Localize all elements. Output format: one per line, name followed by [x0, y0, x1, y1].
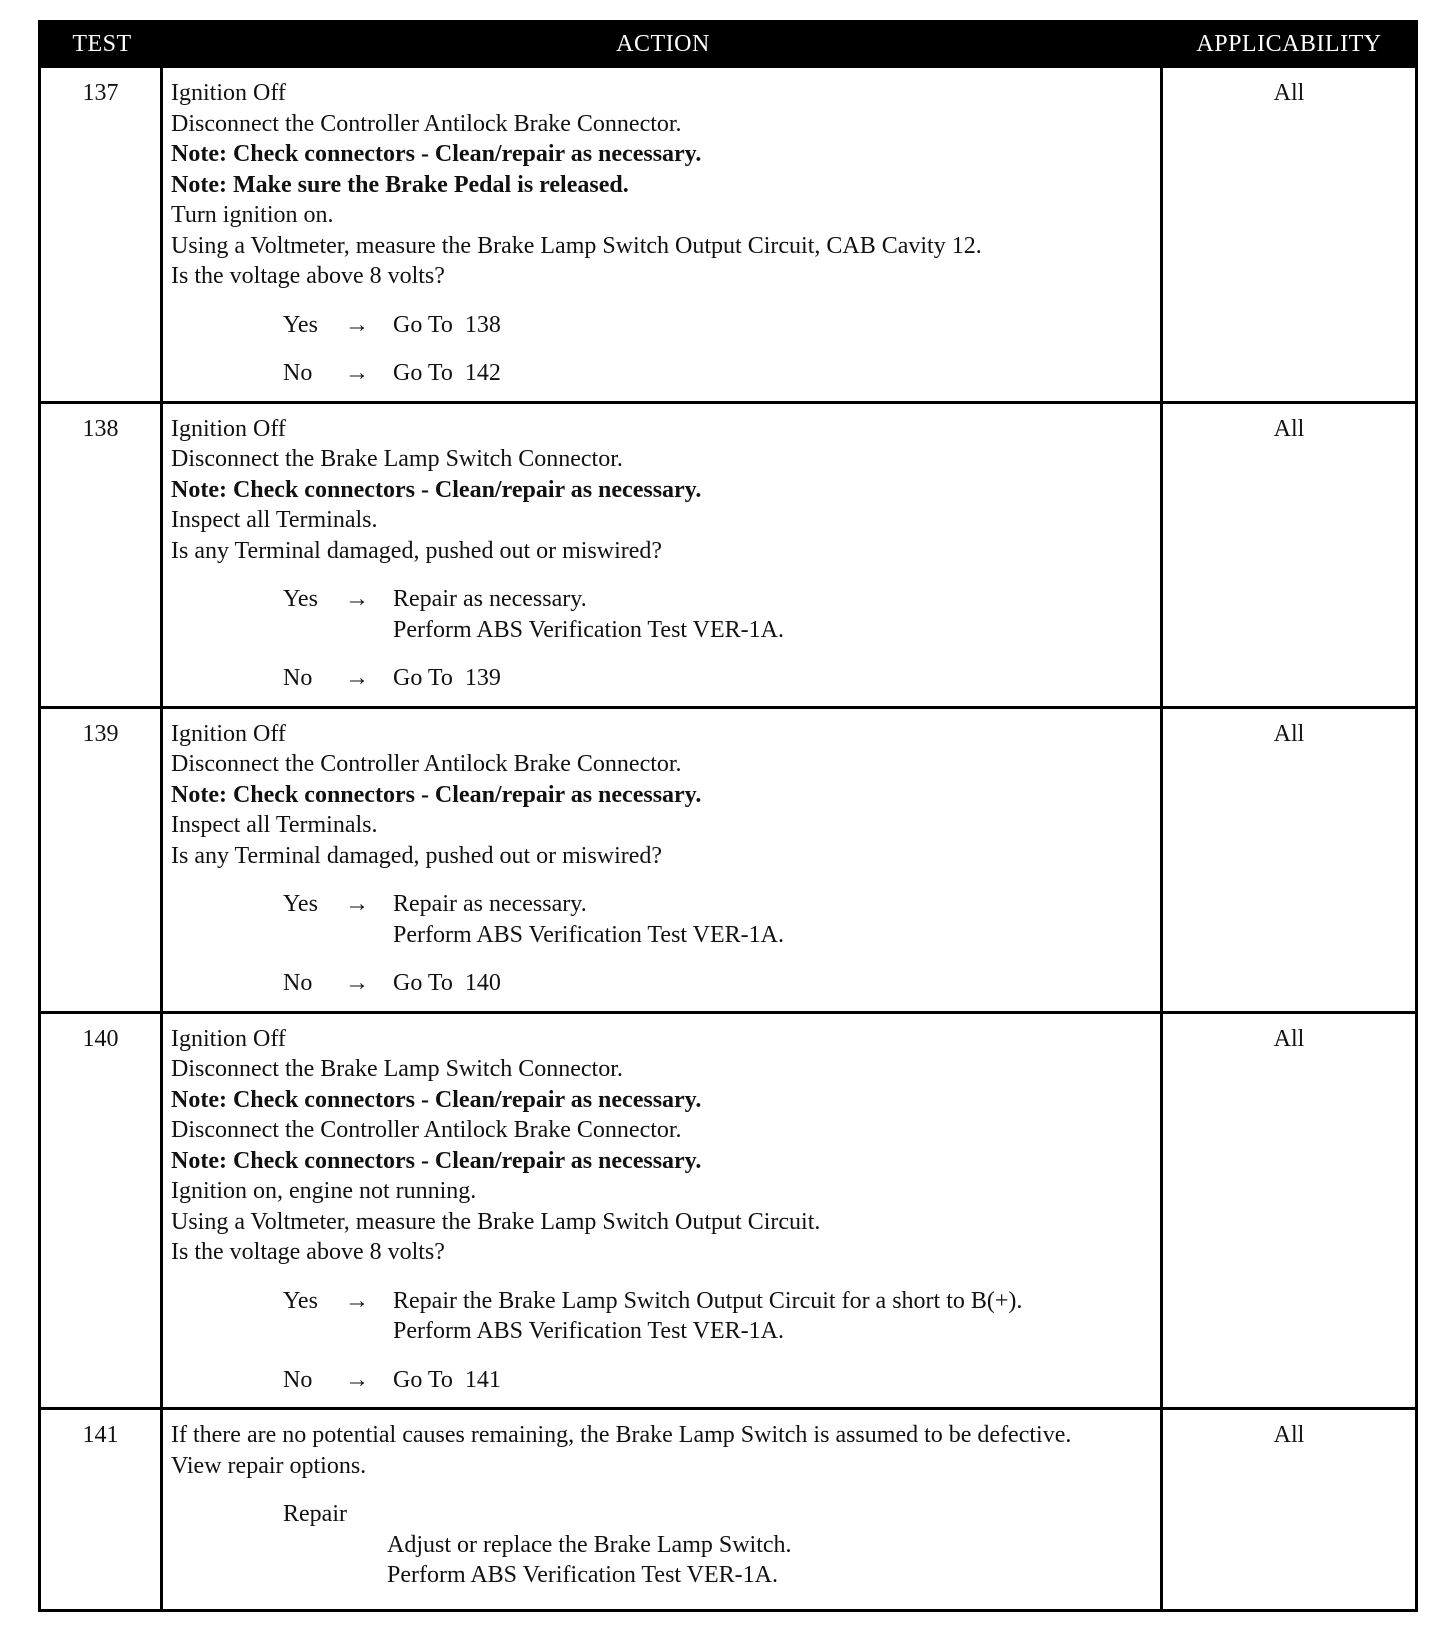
test-number: 139: [41, 709, 163, 1011]
result-line: Perform ABS Verification Test VER-1A.: [393, 1318, 784, 1344]
outcome-result: [393, 968, 1154, 999]
test-number: 137: [41, 68, 163, 401]
outcome-no: [171, 968, 1154, 999]
outcome-yes: [171, 1286, 1154, 1347]
outcome-yes: [171, 889, 1154, 950]
outcome-label: Yes: [283, 891, 318, 917]
action-line: View repair options.: [171, 1452, 367, 1479]
note-line: Note: Check connectors - Clean/repair as necessary.: [171, 141, 702, 167]
action-line: Inspect all Terminals.: [171, 812, 378, 838]
note-line: Note: Check connectors - Clean/repair as necessary.: [171, 1147, 702, 1174]
repair-line: Perform ABS Verification Test VER-1A.: [387, 1562, 778, 1588]
table-row: [41, 65, 1415, 401]
arrow-right-icon: →: [345, 586, 369, 612]
question-line: Is any Terminal damaged, pushed out or miswired?: [171, 842, 663, 869]
arrow-right-icon: →: [345, 891, 369, 917]
action-line: Using a Voltmeter, measure the Brake Lamp Switch Output Circuit.: [171, 1208, 821, 1235]
result-line: Go To 139: [393, 665, 501, 691]
question-line: Is any Terminal damaged, pushed out or miswired?: [171, 537, 663, 564]
outcome-label: No: [283, 1366, 313, 1393]
action-line: Disconnect the Brake Lamp Switch Connector.: [171, 1056, 623, 1082]
action-cell: [163, 1014, 1163, 1408]
outcome-label: No: [283, 970, 313, 996]
outcome-result: [393, 310, 1154, 341]
action-line: If there are no potential causes remaining, the Brake Lamp Switch is assumed to be defective.: [171, 1422, 1072, 1448]
outcome-result: [393, 1365, 1154, 1396]
table-row: [41, 1407, 1415, 1609]
table-row: [41, 1011, 1415, 1408]
arrow-right-icon: →: [345, 665, 369, 691]
note-line: Note: Make sure the Brake Pedal is released.: [171, 171, 629, 198]
outcome-label: Yes: [283, 311, 318, 338]
arrow-right-icon: →: [345, 311, 369, 338]
result-line: Go To 141: [393, 1366, 501, 1393]
result-line: Repair the Brake Lamp Switch Output Circuit for a short to B(+).: [393, 1287, 1023, 1314]
action-line: Ignition Off: [171, 1025, 286, 1052]
applicability-cell: All: [1273, 720, 1305, 747]
note-line: Note: Check connectors - Clean/repair as necessary.: [171, 781, 702, 808]
result-line: Perform ABS Verification Test VER-1A.: [393, 921, 784, 948]
action-cell: [163, 709, 1163, 1011]
outcome-no: [171, 1365, 1154, 1396]
outcome-result: [393, 358, 1154, 389]
test-number: 140: [41, 1014, 163, 1408]
arrow-right-icon: →: [345, 970, 369, 996]
action-line: Disconnect the Controller Antilock Brake Connector.: [171, 751, 682, 777]
header-action: ACTION: [616, 30, 710, 57]
outcome-label: No: [283, 665, 313, 691]
action-line: Ignition Off: [171, 80, 286, 106]
result-line: Go To 140: [393, 970, 501, 996]
action-line: Ignition Off: [171, 415, 286, 442]
diagnostic-table: [38, 20, 1418, 1612]
action-line: Using a Voltmeter, measure the Brake Lamp Switch Output Circuit, CAB Cavity 12.: [171, 232, 982, 259]
applicability-cell: All: [1273, 1422, 1305, 1448]
result-line: Perform ABS Verification Test VER-1A.: [393, 616, 784, 643]
table-row: [41, 401, 1415, 706]
test-number: 141: [41, 1410, 163, 1609]
result-line: Repair as necessary.: [393, 891, 587, 917]
outcome-result: [393, 584, 1154, 645]
note-line: Note: Check connectors - Clean/repair as necessary.: [171, 476, 702, 503]
outcome-label: Yes: [283, 1287, 318, 1314]
outcome-label: Yes: [283, 586, 318, 612]
action-line: Disconnect the Brake Lamp Switch Connector.: [171, 446, 623, 472]
action-line: Turn ignition on.: [171, 202, 334, 228]
arrow-right-icon: →: [345, 1287, 369, 1314]
action-cell: [163, 404, 1163, 706]
arrow-right-icon: →: [345, 360, 369, 386]
applicability-cell: All: [1273, 415, 1305, 442]
action-cell: [163, 1410, 1163, 1609]
header-test: TEST: [72, 30, 132, 57]
repair-list: [387, 1530, 1154, 1591]
repair-label: Repair: [283, 1501, 347, 1527]
arrow-right-icon: →: [345, 1366, 369, 1393]
action-line: Disconnect the Controller Antilock Brake Connector.: [171, 110, 682, 137]
table-row: [41, 706, 1415, 1011]
note-line: Note: Check connectors - Clean/repair as necessary.: [171, 1086, 702, 1113]
table-header: [41, 23, 1415, 65]
outcome-no: [171, 358, 1154, 389]
action-line: Inspect all Terminals.: [171, 507, 378, 533]
result-line: Repair as necessary.: [393, 586, 587, 612]
question-line: Is the voltage above 8 volts?: [171, 263, 445, 289]
applicability-cell: All: [1273, 80, 1305, 106]
result-line: Go To 138: [393, 311, 501, 338]
outcome-label: No: [283, 360, 313, 386]
outcome-no: [171, 663, 1154, 694]
action-line: Disconnect the Controller Antilock Brake Connector.: [171, 1117, 682, 1143]
outcome-result: [393, 663, 1154, 694]
action-line: Ignition Off: [171, 720, 286, 747]
outcome-result: [393, 1286, 1154, 1347]
outcome-yes: [171, 584, 1154, 645]
header-applicability: APPLICABILITY: [1196, 30, 1382, 57]
question-line: Is the voltage above 8 volts?: [171, 1239, 445, 1265]
outcome-yes: [171, 310, 1154, 341]
repair-line: Adjust or replace the Brake Lamp Switch.: [387, 1531, 792, 1558]
outcome-result: [393, 889, 1154, 950]
test-number: 138: [41, 404, 163, 706]
action-cell: [163, 68, 1163, 401]
applicability-cell: All: [1273, 1025, 1305, 1052]
action-line: Ignition on, engine not running.: [171, 1178, 477, 1204]
result-line: Go To 142: [393, 360, 501, 386]
